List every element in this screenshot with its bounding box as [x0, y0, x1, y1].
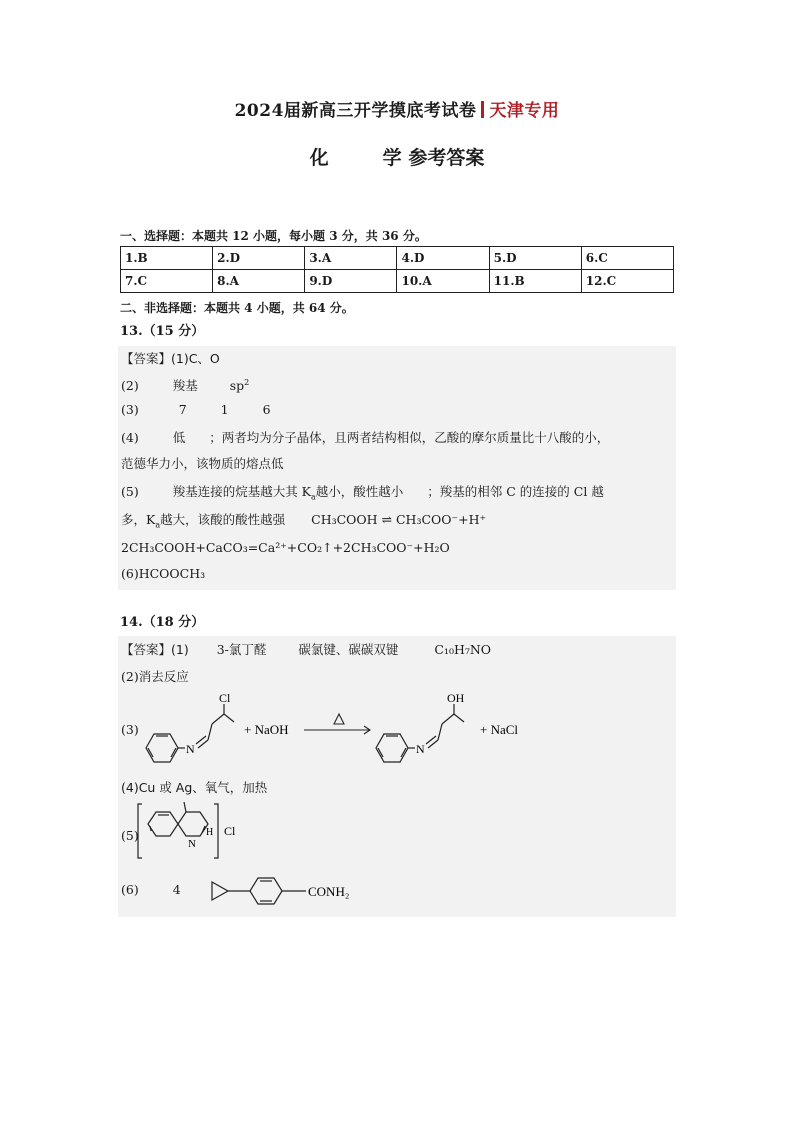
choice-answer-table [120, 246, 674, 293]
q14-answer-box [118, 636, 676, 917]
title-divider [481, 101, 484, 118]
q13-line-9: (6)HCOOCH₃ [121, 566, 206, 581]
q13-l3-v2: 1 [220, 402, 229, 417]
q14-reaction-scheme [138, 690, 558, 770]
table-cell: 11.B [489, 270, 581, 293]
answer-key-label: 参考答案 [408, 147, 485, 169]
q13-l7-text2: 越大，该酸的酸性越强 [160, 512, 286, 527]
q14-heading: 14.（18 分） [120, 615, 205, 630]
reactant-cl-label: Cl [219, 691, 231, 705]
q13-line-5: 范德华力小，该物质的熔点低 [121, 456, 284, 471]
q13-l2-sp: sp [229, 378, 245, 393]
table-row [121, 270, 674, 293]
q13-l2-hybrid: $sp^2$ [229, 377, 250, 393]
q13-heading: 13.（15 分） [120, 324, 205, 339]
q13-answer-box [118, 346, 676, 590]
exam-name: 2024届新高三开学摸底考试卷 [234, 101, 477, 121]
subject-char-1: 化 [309, 147, 329, 169]
reagent-label: + NaOH [244, 722, 289, 737]
q13-line-6: (5) 羧基连接的烷基越大其 $K_a$越小，酸性越小 ；羧基的相邻 C 的连接的 Cl 越 [121, 484, 604, 502]
table-cell: 7.C [121, 270, 213, 293]
table-cell: 9.D [305, 270, 397, 293]
subject-char-2: 学 [382, 147, 402, 169]
q13-line-3 [121, 402, 271, 417]
table-cell: 10.A [397, 270, 489, 293]
q14-quinolinium-structure [136, 796, 246, 866]
q14-l1-groups: 碳氯键、碳碳双键 [298, 642, 399, 657]
section-1-heading: 一、选择题：本题共 12 小题，每小题 3 分，共 36 分。 [120, 229, 427, 243]
q13-l3-v1: 7 [178, 402, 187, 417]
q14-line-2: (2)消去反应 [121, 669, 189, 684]
q14-l1-num: 【答案】(1) [121, 642, 189, 657]
table-row [121, 247, 674, 270]
q14-isomer-structure [210, 872, 370, 912]
section-2-heading: 二、非选择题：本题共 4 小题，共 64 分。 [120, 301, 354, 315]
q13-l2-group: 羧基 [172, 378, 198, 393]
q13-l6-num: (5) [121, 484, 139, 499]
q14-line-1 [121, 640, 491, 658]
reaction-arrow [304, 714, 370, 734]
q13-line-1: 【答案】(1)C、O [121, 351, 220, 366]
q13-ionization-equation: CH₃COOH ⇌ CH₃COO⁻+H⁺ [311, 512, 487, 527]
table-cell: 6.C [581, 247, 673, 270]
q14-l6-num: (6) [121, 882, 139, 897]
product-n-label: N [416, 742, 425, 756]
q13-l7-text: 多，K [121, 512, 156, 527]
q13-l4-reason: ；两者均为分子晶体，且两者结构相似，乙酸的摩尔质量比十八酸的小， [209, 430, 610, 445]
q13-l4-answer: 低 [172, 430, 186, 445]
q13-l6-text3: ；羧基的相邻 C 的连接的 Cl 越 [427, 484, 604, 499]
product-oh-label: OH [447, 691, 465, 705]
q14-line-4: (4)Cu 或 Ag、氧气，加热 [121, 780, 268, 795]
q13-l3-num: (3) [121, 402, 139, 417]
q13-l2-num: (2) [121, 378, 139, 393]
q13-line-8: 2CH₃COOH+CaCO₃=Ca²⁺+CO₂↑+2CH₃COO⁻+H₂O [121, 540, 450, 555]
table-cell: 1.B [121, 247, 213, 270]
table-cell: 2.D [213, 247, 305, 270]
quinoline-cl-label: Cl [224, 824, 236, 838]
table-cell: 4.D [397, 247, 489, 270]
q13-l3-v3: 6 [262, 402, 271, 417]
q14-l6-count: 4 [172, 882, 181, 897]
paper-title [0, 96, 794, 121]
region-label: 天津专用 [489, 101, 560, 121]
q13-line-2 [121, 376, 249, 394]
q13-l4-num: (4) [121, 430, 139, 445]
table-cell: 3.A [305, 247, 397, 270]
q14-l5-label: (5) [121, 828, 139, 843]
q13-l6-text2: 越小，酸性越小 [315, 484, 404, 499]
table-cell: 8.A [213, 270, 305, 293]
q13-line-4 [121, 428, 609, 446]
table-cell: 5.D [489, 247, 581, 270]
quinoline-n-label: N [188, 838, 196, 850]
q13-l6-text: 羧基连接的烷基越大其 K [172, 484, 312, 499]
q14-l1-formula: C₁₀H₇NO [434, 642, 492, 657]
q13-line-7: 多，$K_a$越大，该酸的酸性越强 CH₃COOH ⇌ CH₃COO⁻+H⁺ [121, 512, 487, 530]
byproduct-label: + NaCl [480, 722, 519, 737]
reactant-n-label: N [186, 742, 195, 756]
q14-l3-label: (3) [121, 722, 139, 737]
table-cell: 12.C [581, 270, 673, 293]
q14-line-6 [121, 882, 181, 897]
q14-l1-name: 3-氯丁醛 [216, 642, 267, 657]
quinoline-h-label: H [206, 827, 214, 838]
subject-title [0, 143, 794, 170]
amide-group-label: CONH₂ [308, 884, 350, 899]
